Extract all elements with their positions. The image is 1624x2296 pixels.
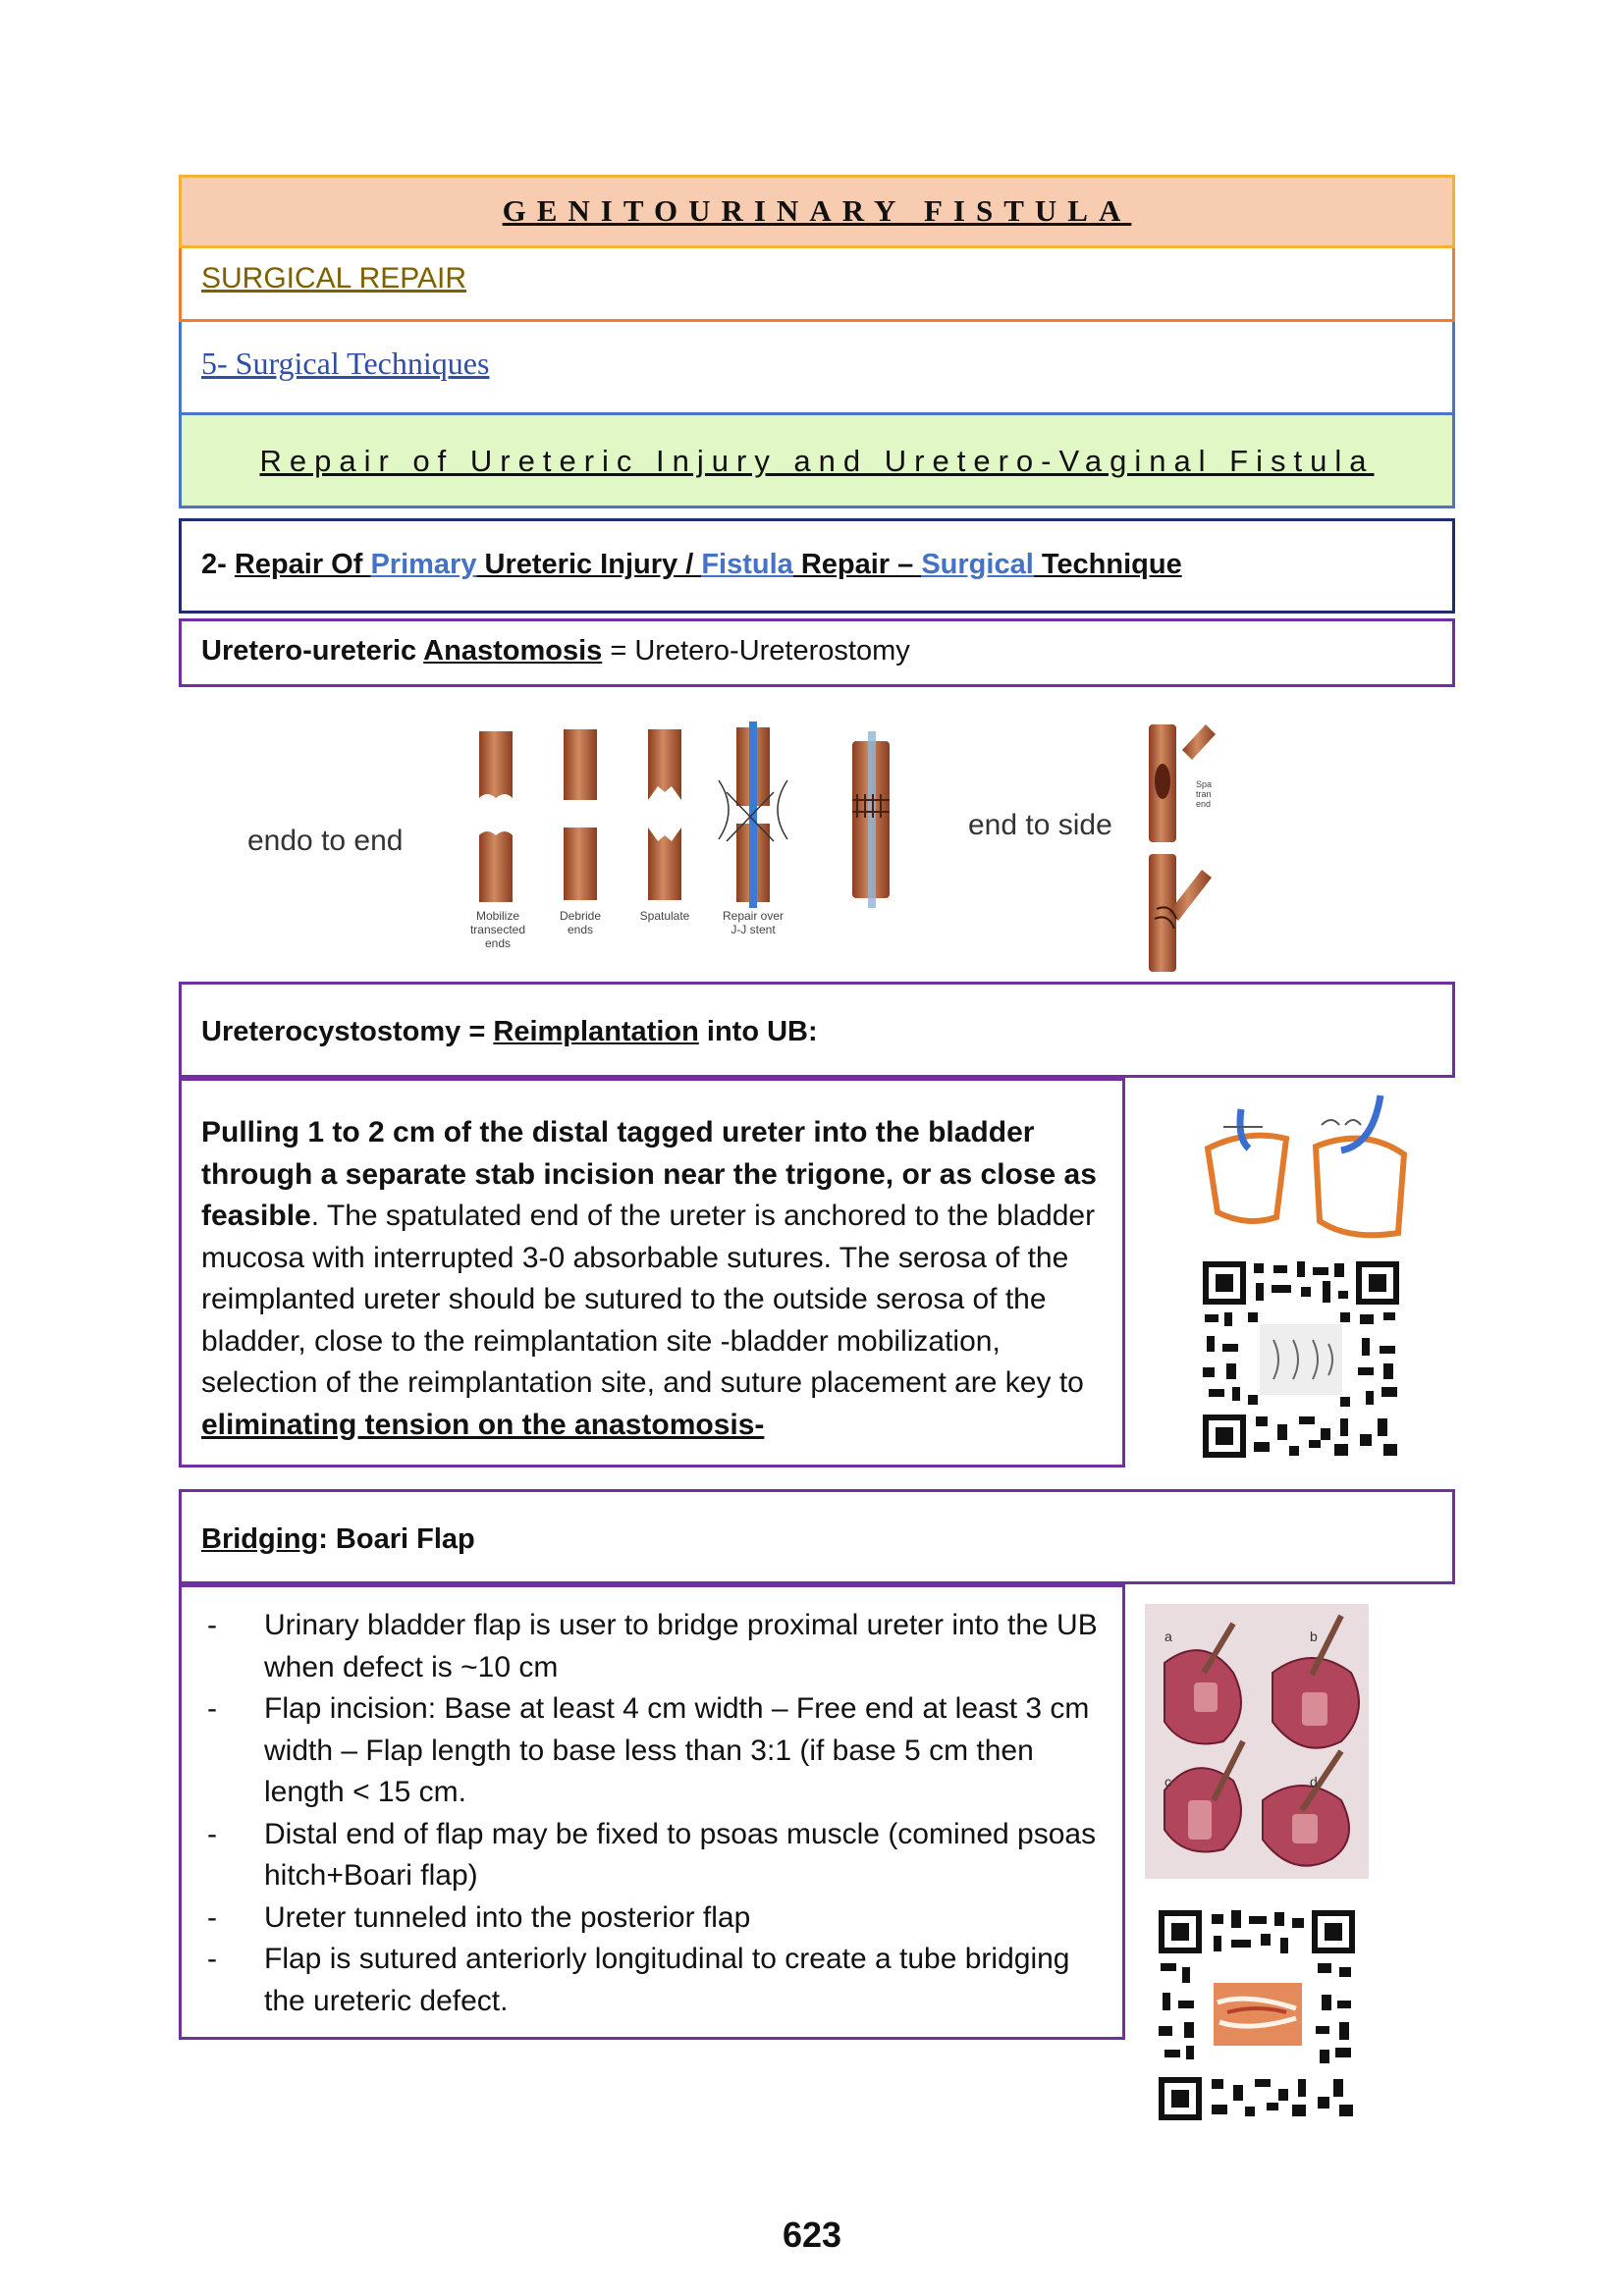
section-heading: SURGICAL REPAIR [179, 248, 1455, 322]
ureterocystostomy-heading: Ureterocystostomy = Reimplantation into UB: [179, 982, 1455, 1078]
step-caption: Spatulate [639, 909, 690, 923]
end-to-side-label: end to side [968, 809, 1112, 841]
step-caption: Mobilize [475, 909, 520, 923]
figure-label: c [1164, 1774, 1171, 1789]
reimplantation-description: Pulling 1 to 2 cm of the distal tagged ureter into the bladder through a separate stab incision near the trigone, or as close as feasible. The spatulated end of the ureter is anchored to the bladder mucosa with interrupted 3-0 absorbable sutures. The serosa of the reimplanted ureter should be sutured to the outside serosa of the bladder, close to the reimplantation site -bladder mobilization, selection of the reimplantation site, and suture placement are key to eliminating tension on the anastomosis- [179, 1078, 1125, 1468]
figure-label: a [1164, 1629, 1172, 1644]
step-caption: Repair over [722, 909, 785, 923]
list-item: - Distal end of flap may be fixed to psoas muscle (comined psoas hitch+Boari flap) [201, 1814, 1107, 1897]
step-caption: ends [484, 936, 512, 950]
page-number: 623 [782, 2215, 842, 2255]
topic-heading: Repair of Ureteric Injury and Uretero-Vaginal Fistula [179, 415, 1455, 508]
step-caption: Debride [559, 909, 602, 923]
figure-label: d [1310, 1774, 1318, 1789]
figure-label: b [1310, 1629, 1318, 1644]
boari-flap-list [179, 1584, 1125, 2040]
anastomosis-heading: Uretero-ureteric Anastomosis = Uretero-Ureterostomy [179, 618, 1455, 687]
reimplantation-diagram [1198, 1090, 1414, 1247]
document-title: GENITOURINARY FISTULA [179, 175, 1455, 248]
step-caption: ends [567, 923, 594, 936]
mobilize-ends-step [479, 731, 513, 902]
repair-technique-heading: 2- Repair Of Primary Ureteric Injury / Fistula Repair – Surgical Technique [179, 518, 1455, 614]
stent-repair-step [719, 721, 787, 908]
list-item: - Flap incision: Base at least 4 cm width – Free end at least 3 cm width – Flap length to base less than 3:1 (if base 5 cm then length < 15 cm. [201, 1688, 1107, 1814]
list-item: - Ureter tunneled into the posterior flap [201, 1897, 1107, 1940]
end-to-side-figure [1139, 717, 1227, 982]
list-item: - Urinary bladder flap is user to bridge proximal ureter into the UB when defect is ~10 cm [201, 1605, 1107, 1688]
spatulate-step [648, 729, 681, 900]
qr-code [1203, 1261, 1399, 1458]
list-item: - Flap is sutured anteriorly longitudinal to create a tube bridging the ureteric defect. [201, 1939, 1107, 2022]
step-caption: transected [469, 923, 526, 936]
qr-code [1159, 1910, 1355, 2120]
step-caption: J-J stent [731, 923, 776, 936]
debride-ends-step [564, 729, 597, 900]
side-caption: end [1196, 799, 1212, 809]
end-to-end-label: endo to end [247, 825, 404, 857]
side-caption: Spa [1196, 779, 1213, 789]
end-to-end-anastomosis-figure [461, 721, 913, 957]
boari-flap-illustration [1145, 1604, 1369, 1879]
side-caption: tran [1196, 789, 1212, 799]
completed-anastomosis [852, 731, 890, 908]
bridging-heading: Bridging: Boari Flap [179, 1489, 1455, 1584]
subsection-heading: 5- Surgical Techniques [179, 322, 1455, 415]
